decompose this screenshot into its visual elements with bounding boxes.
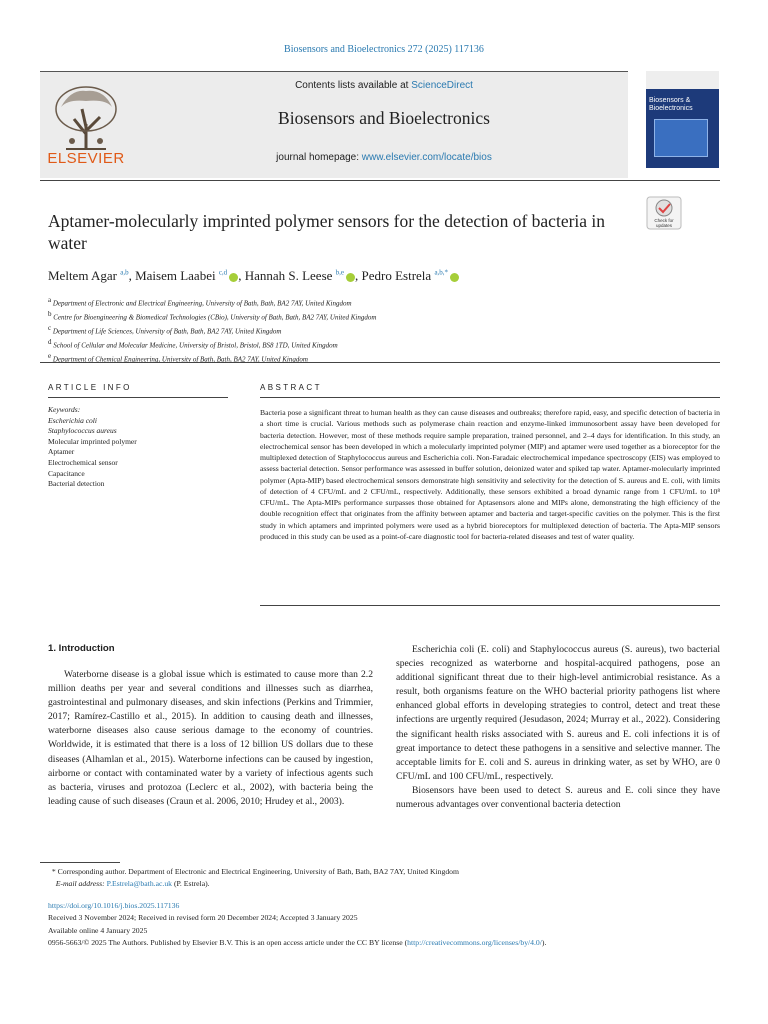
email-suffix: (P. Estrela). [173,879,210,888]
section-heading: 1. Introduction [48,643,115,654]
keyword[interactable]: Bacterial detection [48,479,105,489]
article-title: Aptamer-molecularly imprinted polymer sensors for the detection of bacteria in water [48,211,606,253]
body-paragraph: Waterborne disease is a global issue which is estimated to cause more than 2.2 million deaths per year and several conditions and illnesses such as diarrhea, gastrointestinal and pulmonary diseases, and skin infections (Perkins and Trimmier, 2017; Ramírez-Castillo et al., 2015). In addition to causing death and illnesses, waterborne diseases also cause serious damage to the economy of countries. Worldwide, it is estimated that there is a loss of 12 billion US dollars due to these diseases (Alhamlan et al., 2015). Waterborne infections can be caused by ingestion, airborne or contact with contaminated water by a variety of infectious agents such as bacteria, viruses and protozoa (Leclerc et al., 2002), with bacteria being the leading cause of such diseases (Craun et al. 2006, 2010; Hrudey et al., 2003). [48,669,373,807]
homepage-prefix: journal homepage: [276,152,362,163]
affiliation-key: e [48,351,52,360]
keywords-label: Keywords: [48,405,81,414]
affiliation-text: Department of Life Sciences, University of Bath, Bath, BA2 7AY, United Kingdom [52,327,282,336]
cover-title: Biosensors & Bioelectronics [649,97,693,112]
author-name[interactable]: Maisem Laabei [135,268,216,283]
received-dates: Received 3 November 2024; Received in revised form 20 December 2024; Accepted 3 January 2025 [48,913,358,923]
affiliation-text: School of Cellular and Molecular Medicine, University of Bristol, Bristol, BS8 1TD, United Kingdom [53,341,338,350]
email-link[interactable]: P.Estrela@bath.ac.uk [106,879,173,888]
email-label: E-mail address: [55,879,105,888]
license-suffix: ). [541,938,547,948]
check-for-updates-label: Check for updates [654,218,674,228]
corresponding-author-note: Corresponding author. Department of Electronic and Electrical Engineering, University of Bath, Bath, BA2 7AY, United Kingdom [57,867,459,876]
affiliation-text: Department of Chemical Engineering, University of Bath, Bath, BA2 7AY, United Kingdom [52,355,308,364]
author-affil-marker[interactable]: a,b [120,268,129,277]
keyword[interactable]: Escherichia coli [48,415,97,425]
cover-image [654,119,708,157]
body-column-left [48,668,373,809]
body-column-right [396,643,720,812]
abstract-bottom-rule [260,605,720,606]
author-list: Meltem Agar $^{a,b}$, Maisem Laabei $^{c,d}$ , Hannah S. Leese $^{b,e}$ , Pedro Estrela $^{a,b,*}$ [48,268,648,284]
check-for-updates-badge[interactable] [646,196,682,230]
sciencedirect-link[interactable]: ScienceDirect [411,80,473,91]
affiliation-item [48,323,698,337]
author-name[interactable]: Meltem Agar [48,268,117,283]
keywords-block [48,405,248,490]
affiliation-item [48,337,698,351]
affiliation-key: b [48,309,52,318]
keyword[interactable]: Capacitance [48,468,85,478]
article-metadata [48,900,728,950]
affiliation-key: d [48,337,52,346]
contents-prefix: Contents lists available at [295,80,412,91]
journal-homepage-line [140,152,628,163]
cover-header [646,71,719,89]
corresponding-footnote: * Corresponding author. Department of Electronic and Electrical Engineering, University of Bath, Bath, BA2 7AY, United Kingdom E-mail address: P.Estrela@bath.ac.uk (P. Estrela). [48,867,459,888]
body-paragraph: Biosensors have been used to detect S. aureus and E. coli since they have numerous advantages over conventional bacteria detection [396,784,720,811]
affiliation-item [48,309,698,323]
author-name[interactable]: Hannah S. Leese [244,268,333,283]
abstract-heading: ABSTRACT [260,383,322,392]
available-online: Available online 4 January 2025 [48,925,148,935]
publisher-name: ELSEVIER [47,150,125,167]
article-info-rule [48,397,228,398]
affiliations [48,295,698,365]
author-affil-marker[interactable]: a,b,* [434,268,449,277]
affiliation-key: c [48,323,52,332]
license-line [48,937,728,949]
journal-title: Biosensors and Bioelectronics [278,108,490,128]
masthead-rule [40,180,720,181]
affiliation-item [48,295,698,309]
abstract-rule [260,397,720,398]
article-info-heading: ARTICLE INFO [48,383,132,392]
license-text: 0956-5663/© 2025 The Authors. Published by Elsevier B.V. This is an open access article under the CC BY license ( [48,938,408,948]
orcid-icon[interactable] [229,273,238,282]
author-affil-marker[interactable]: b,e [335,268,345,277]
author-affil-marker[interactable]: c,d [218,268,228,277]
license-link[interactable]: http://creativecommons.org/licenses/by/4.0/ [407,938,542,948]
keyword[interactable]: Staphylococcus aureus [48,426,117,436]
author-name[interactable]: Pedro Estrela [361,268,432,283]
affiliation-text: Centre for Bioengineering & Biomedical Technologies (CBio), University of Bath, Bath, BA2 7AY, United Kingdom [53,313,377,322]
body-paragraph: Escherichia coli (E. coli) and Staphylococcus aureus (S. aureus), two bacterial species recognized as waterborne and hospital-acquired pathogens, pose an additional significant threat due to their high-level antimicrobial resistance. As a result, both organisms feature on the WHO bacterial priority pathogens list where enhanced global efforts in developing strategies to control, detect and treat these infections are urgently required (Jesudason, 2024; Murray et al., 2022). Considering the significant health risks associated with S. aureus and E. coli infections it is of great importance to detect these pathogens in a sensitive and selective manner. The acceptable limits for E. coli and S. aureus in drinking water, as set by WHO, are 0 CFU/mL and 100 CFU/mL, respectively. [396,644,720,782]
running-header[interactable]: Biosensors and Bioelectronics 272 (2025) 117136 [284,44,484,55]
orcid-icon[interactable] [346,273,355,282]
keyword[interactable]: Electrochemical sensor [48,457,118,467]
header-divider [40,362,720,363]
affiliation-text: Department of Electronic and Electrical Engineering, University of Bath, Bath, BA2 7AY, United Kingdom [52,299,352,308]
keyword[interactable]: Aptamer [48,447,75,457]
affiliation-key: a [48,296,52,304]
contents-line [140,80,628,91]
doi-link[interactable]: https://doi.org/10.1016/j.bios.2025.117136 [48,901,180,910]
journal-homepage-link[interactable]: www.elsevier.com/locate/bios [361,152,492,163]
keyword[interactable]: Molecular imprinted polymer [48,436,137,446]
journal-cover-thumbnail[interactable] [646,71,719,168]
abstract-text: Bacteria pose a significant threat to human health as they can cause diseases and outbreaks; therefore rapid, easy, and specific detection of bacteria in a short time is crucial. Various methods such as polymerase chain reaction and enzyme-linked immunosorbent assay have been developed for bacteria detection. However, most of these methods require sample preparation, trained personnel, and 2–4 days for identification. In this study, an electrochemical sensor has been developed in which a molecularly imprinted polymer (MIP) and aptamer were used together as a bioreceptor for the multiplexed detection of Staphylococcus aureus and Escherichia coli. Non-Faradaic electrochemical impedance spectroscopy (EIS) was employed to assess bacterial detection. Sensor performance was assessed in buffer solution, deionized water and spiked tap water. Aptamer-molecularly imprinted polymer (Apta-MIP) based electrochemical sensors demonstrate high sensitivity and selectivity for the detection of S. aureus and E. coli, with limits of detection of 4 CFU/mL and 2 CFU/mL, respectively. Additionally, these sensors exhibited a broad dynamic range from 1 CFU/mL to 10⁸ CFU/mL. The Apta-MIPs performance surpasses those obtained for Aptasensors alone and MIPs alone, demonstrating the high efficiency of the double recognition effect that originates from the affinity between aptamer and bacteria and target-specific cavities on the polymer. This is the first study in which aptamers and imprinted polymers were used as a hybrid bioreceptors for multiplexed detection of bacteria. The Apta-MIP sensors produced in this study can be used as a point-of-care diagnostic tool for bacteria-related diseases and test of water quality. [260,408,720,541]
orcid-icon[interactable] [450,273,459,282]
footnote-rule [40,862,120,863]
